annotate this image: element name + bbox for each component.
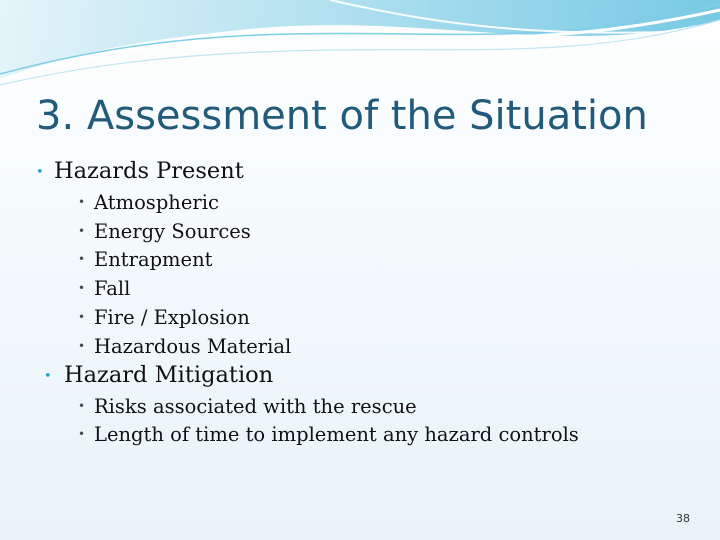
bullet-dot: • xyxy=(44,369,52,384)
bullet-dot: • xyxy=(78,339,86,353)
bullet-dot: • xyxy=(78,195,86,209)
section-heading-hazards-present: Hazards Present xyxy=(54,158,244,184)
bullet-dot: • xyxy=(78,281,86,295)
list-item: Risks associated with the rescue xyxy=(94,395,417,418)
bullet-dot: • xyxy=(78,224,86,238)
bullet-dot: • xyxy=(78,399,86,413)
bullet-dot: • xyxy=(78,310,86,324)
section-heading-hazard-mitigation: Hazard Mitigation xyxy=(64,362,274,388)
list-item: Length of time to implement any hazard controls xyxy=(94,423,579,446)
bullet-dot: • xyxy=(78,427,86,441)
bullet-dot: • xyxy=(36,165,44,180)
list-item: Energy Sources xyxy=(94,220,251,243)
list-item: Entrapment xyxy=(94,248,213,271)
list-item: Fall xyxy=(94,277,131,300)
bullet-dot: • xyxy=(78,252,86,266)
page-number: 38 xyxy=(676,512,690,525)
list-item: Hazardous Material xyxy=(94,335,292,358)
list-item: Atmospheric xyxy=(94,191,219,214)
slide-title: 3. Assessment of the Situation xyxy=(36,93,648,139)
list-item: Fire / Explosion xyxy=(94,306,250,329)
